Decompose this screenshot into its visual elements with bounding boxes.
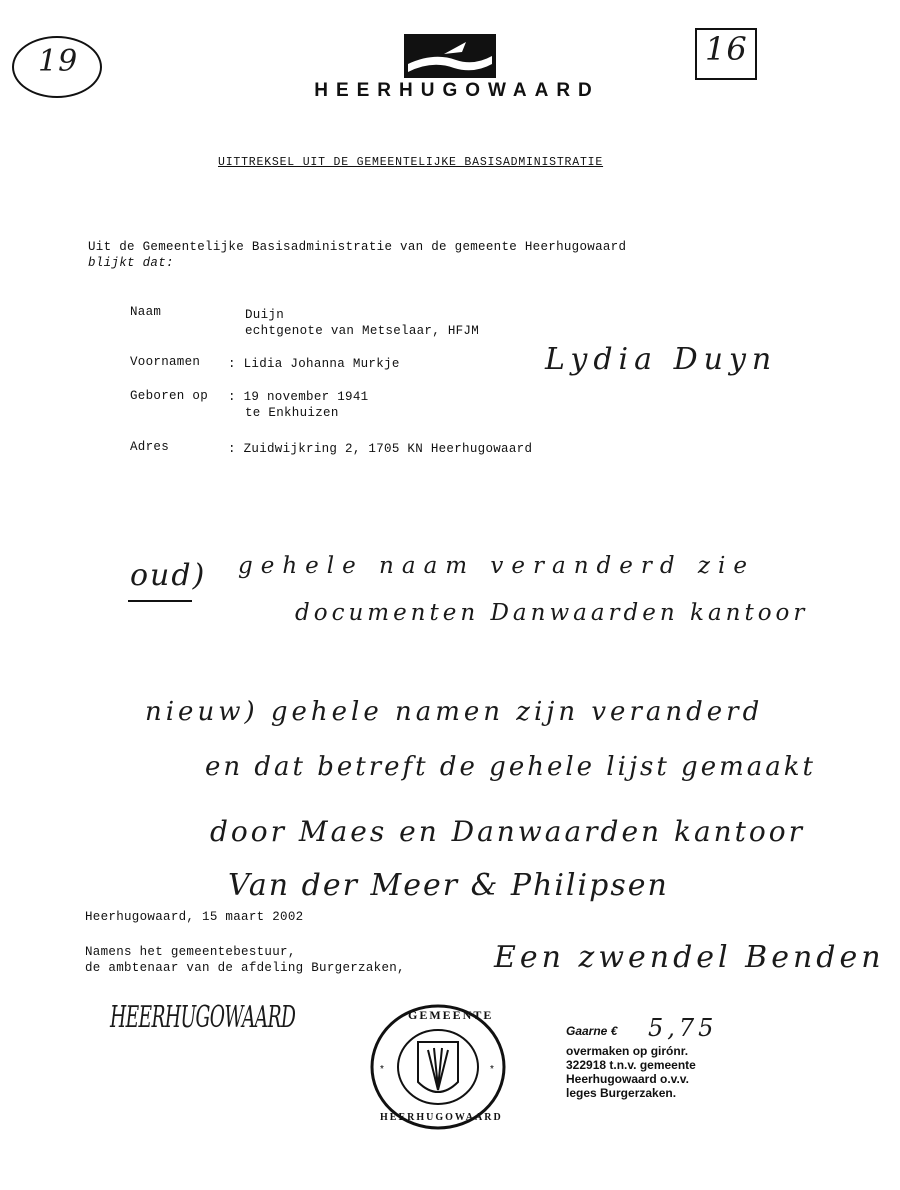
namens-line: Namens het gemeentebestuur,: [85, 945, 296, 959]
municipality-logo: [404, 34, 496, 78]
payment-line-1: Gaarne €: [566, 1024, 618, 1038]
nieuw-note-line-4: Van der Meer & Philipsen: [228, 868, 669, 903]
naam-value: Duijn: [245, 308, 285, 322]
fee-amount: 5,75: [648, 1014, 718, 1042]
document-title: UITTREKSEL UIT DE GEMEENTELIJKE BASISADMINISTRATIE: [218, 156, 604, 169]
oud-label: oud): [130, 558, 207, 593]
adres-label: Adres: [130, 440, 170, 454]
voornamen-label: Voornamen: [130, 355, 201, 369]
fraud-note: Een zwendel Benden: [494, 940, 885, 975]
payment-line-4: Heerhugowaard o.v.v.: [566, 1072, 689, 1086]
oud-note-line-2: documenten Danwaarden kantoor: [295, 600, 809, 626]
geboren-label: Geboren op: [130, 389, 209, 403]
oud-note-line-1: gehele naam veranderd zie: [238, 553, 755, 579]
geboren-value: : 19 november 1941: [228, 390, 369, 404]
svg-text:*: *: [490, 1064, 494, 1075]
nieuw-note-line-3: door Maes en Danwaarden kantoor: [210, 815, 806, 848]
place-date: Heerhugowaard, 15 maart 2002: [85, 910, 304, 924]
svg-text:*: *: [380, 1064, 384, 1075]
official-signature: HEERHUGOWAARD: [110, 1000, 296, 1035]
naam-sub: echtgenote van Metselaar, HFJM: [245, 324, 480, 338]
page-mark-top-left: 19: [38, 44, 79, 79]
municipality-name: HEERHUGOWAARD: [314, 80, 600, 101]
geboren-sub: te Enkhuizen: [245, 406, 339, 420]
nieuw-note-line-2: en dat betreft de gehele lijst gemaakt: [205, 752, 816, 782]
nieuw-note-line-1: nieuw) gehele namen zijn veranderd: [145, 697, 764, 727]
adres-value: : Zuidwijkring 2, 1705 KN Heerhugowaard: [228, 442, 533, 456]
page-mark-top-right: 16: [705, 30, 748, 68]
voornamen-value: : Lidia Johanna Murkje: [228, 357, 400, 371]
ambtenaar-line: de ambtenaar van de afdeling Burgerzaken,: [85, 961, 405, 975]
naam-label: Naam: [130, 305, 162, 319]
seal-bottom-text: HEERHUGOWAARD: [380, 1112, 503, 1123]
payment-line-3: 322918 t.n.v. gemeente: [566, 1058, 696, 1072]
handwritten-name-signature: Lydia Duyn: [545, 342, 778, 377]
intro-line-1: Uit de Gemeentelijke Basisadministratie van de gemeente Heerhugowaard: [88, 240, 627, 254]
payment-line-5: leges Burgerzaken.: [566, 1086, 677, 1100]
payment-line-2: overmaken op girónr.: [566, 1044, 689, 1058]
intro-line-2: blijkt dat:: [88, 256, 174, 270]
oud-underline: [128, 600, 192, 602]
seal-top-text: GEMEENTE: [408, 1008, 494, 1022]
